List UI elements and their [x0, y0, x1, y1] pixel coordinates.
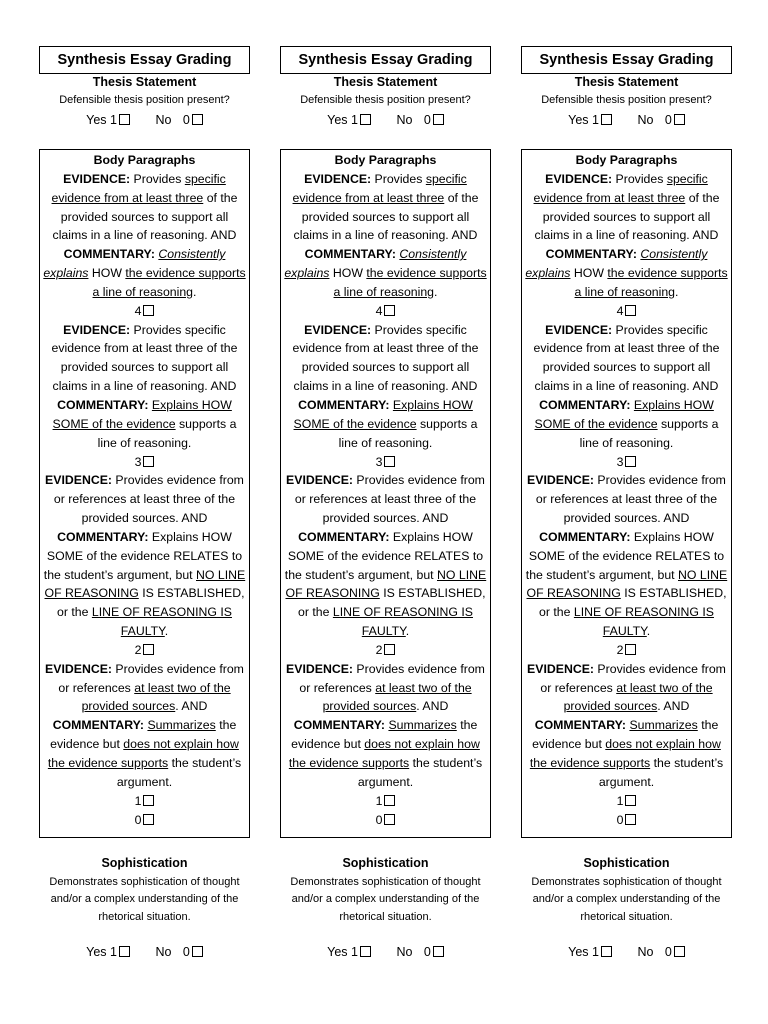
soph-yes-value: 1 — [351, 945, 358, 959]
score3-evidence: EVIDENCE: Provides specific evidence from at least three of the provided sources to support all claims in a line of reasoning. AND — [51, 322, 238, 394]
thesis-no-checkbox[interactable] — [192, 114, 203, 125]
thesis-no-checkbox[interactable] — [674, 114, 685, 125]
score1-option: 1 — [525, 792, 728, 811]
score4-evidence: EVIDENCE: Provides specific evidence from at least three of the provided sources to support all claims in a line of reasoning. AND — [533, 171, 720, 243]
soph-no-label: No — [637, 945, 654, 959]
score1-evidence: EVIDENCE: Provides evidence from or references at least two of the provided sources. AND — [527, 661, 726, 714]
score4-commentary: COMMENTARY: Consistently explains HOW the evidence supports a line of reasoning. — [43, 247, 246, 299]
soph-no-checkbox[interactable] — [674, 946, 685, 957]
score4-commentary: COMMENTARY: Consistently explains HOW the evidence supports a line of reasoning. — [525, 247, 728, 299]
score2-commentary: COMMENTARY: Explains HOW SOME of the evidence RELATES to the student’s argument, but NO LINE OF REASONING IS ESTABLISHED, or the LINE OF REASONING IS FAULTY. — [284, 529, 487, 639]
soph-no-value: 0 — [423, 945, 431, 959]
score4-checkbox[interactable] — [625, 305, 636, 316]
score1-commentary: COMMENTARY: Summarizes the evidence but does not explain how the evidence supports the student’s argument. — [288, 718, 483, 789]
score0-option: 0 — [43, 811, 246, 830]
thesis-no-value: 0 — [182, 113, 190, 127]
soph-yes-label: Yes — [568, 945, 589, 959]
score3-commentary: COMMENTARY: Explains HOW SOME of the evidence supports a line of reasoning. — [293, 397, 478, 450]
soph-yes-checkbox[interactable] — [360, 946, 371, 957]
score3-checkbox[interactable] — [625, 456, 636, 467]
score4-checkbox[interactable] — [384, 305, 395, 316]
score2-commentary: COMMENTARY: Explains HOW SOME of the evidence RELATES to the student’s argument, but NO LINE OF REASONING IS ESTABLISHED, or the LINE OF REASONING IS FAULTY. — [43, 529, 246, 639]
card-title: Synthesis Essay Grading — [521, 46, 732, 74]
soph-yes-checkbox[interactable] — [601, 946, 612, 957]
score0-checkbox[interactable] — [143, 814, 154, 825]
soph-no-label: No — [155, 945, 172, 959]
card-title: Synthesis Essay Grading — [39, 46, 250, 74]
score2-option: 2 — [284, 641, 487, 660]
score4-commentary: COMMENTARY: Consistently explains HOW the evidence supports a line of reasoning. — [284, 247, 487, 299]
score1-evidence: EVIDENCE: Provides evidence from or references at least two of the provided sources. AND — [45, 661, 244, 714]
soph-no-value: 0 — [182, 945, 190, 959]
score0-checkbox[interactable] — [625, 814, 636, 825]
score2-option: 2 — [43, 641, 246, 660]
body-heading: Body Paragraphs — [334, 153, 437, 167]
soph-no-checkbox[interactable] — [192, 946, 203, 957]
score1-checkbox[interactable] — [143, 795, 154, 806]
sophistication-heading: Sophistication — [583, 856, 670, 870]
score3-evidence: EVIDENCE: Provides specific evidence from at least three of the provided sources to support all claims in a line of reasoning. AND — [292, 322, 479, 394]
score0-option: 0 — [525, 811, 728, 830]
thesis-heading: Thesis Statement — [92, 75, 197, 89]
score1-option: 1 — [284, 792, 487, 811]
sophistication-heading: Sophistication — [342, 856, 429, 870]
score3-commentary: COMMENTARY: Explains HOW SOME of the evidence supports a line of reasoning. — [52, 397, 237, 450]
score1-option: 1 — [43, 792, 246, 811]
score3-option: 3 — [43, 453, 246, 472]
body-paragraphs-box — [521, 149, 732, 838]
body-paragraphs-box — [39, 149, 250, 838]
thesis-yes-checkbox[interactable] — [360, 114, 371, 125]
soph-no-value: 0 — [664, 945, 672, 959]
score1-checkbox[interactable] — [625, 795, 636, 806]
body-paragraphs-box — [280, 149, 491, 838]
thesis-question: Defensible thesis position present? — [59, 94, 230, 106]
score1-evidence: EVIDENCE: Provides evidence from or references at least two of the provided sources. AND — [286, 661, 485, 714]
thesis-yes-label: Yes — [327, 113, 348, 127]
score2-checkbox[interactable] — [625, 644, 636, 655]
sophistication-options — [521, 943, 732, 961]
score4-option: 4 — [525, 302, 728, 321]
soph-no-label: No — [396, 945, 413, 959]
score1-checkbox[interactable] — [384, 795, 395, 806]
score0-option: 0 — [284, 811, 487, 830]
soph-yes-value: 1 — [592, 945, 599, 959]
thesis-options — [280, 111, 491, 129]
thesis-heading: Thesis Statement — [574, 75, 679, 89]
thesis-no-label: No — [396, 113, 413, 127]
score3-commentary: COMMENTARY: Explains HOW SOME of the evidence supports a line of reasoning. — [534, 397, 719, 450]
thesis-question: Defensible thesis position present? — [541, 94, 712, 106]
score1-commentary: COMMENTARY: Summarizes the evidence but does not explain how the evidence supports the student’s argument. — [47, 718, 242, 789]
thesis-yes-value: 1 — [110, 113, 117, 127]
score2-checkbox[interactable] — [384, 644, 395, 655]
thesis-yes-checkbox[interactable] — [119, 114, 130, 125]
thesis-no-value: 0 — [423, 113, 431, 127]
thesis-yes-value: 1 — [351, 113, 358, 127]
thesis-no-checkbox[interactable] — [433, 114, 444, 125]
sophistication-heading: Sophistication — [101, 856, 188, 870]
score2-evidence: EVIDENCE: Provides evidence from or references at least three of the provided sources. AND — [286, 473, 485, 526]
soph-yes-value: 1 — [110, 945, 117, 959]
soph-yes-label: Yes — [86, 945, 107, 959]
thesis-question: Defensible thesis position present? — [300, 94, 471, 106]
soph-yes-checkbox[interactable] — [119, 946, 130, 957]
body-heading: Body Paragraphs — [575, 153, 678, 167]
score2-evidence: EVIDENCE: Provides evidence from or references at least three of the provided sources. AND — [45, 473, 244, 526]
thesis-no-value: 0 — [664, 113, 672, 127]
score2-option: 2 — [525, 641, 728, 660]
sophistication-options — [39, 943, 250, 961]
score4-evidence: EVIDENCE: Provides specific evidence from at least three of the provided sources to support all claims in a line of reasoning. AND — [51, 171, 238, 243]
score3-evidence: EVIDENCE: Provides specific evidence from at least three of the provided sources to support all claims in a line of reasoning. AND — [533, 322, 720, 394]
sophistication-description: Demonstrates sophistication of thought and/or a complex understanding of the rhetorical situation. — [290, 876, 481, 923]
score2-commentary: COMMENTARY: Explains HOW SOME of the evidence RELATES to the student’s argument, but NO LINE OF REASONING IS ESTABLISHED, or the LINE OF REASONING IS FAULTY. — [525, 529, 728, 639]
card-title: Synthesis Essay Grading — [280, 46, 491, 74]
soph-no-checkbox[interactable] — [433, 946, 444, 957]
score4-option: 4 — [43, 302, 246, 321]
score3-checkbox[interactable] — [143, 456, 154, 467]
score3-option: 3 — [284, 453, 487, 472]
score3-option: 3 — [525, 453, 728, 472]
thesis-heading: Thesis Statement — [333, 75, 438, 89]
score2-evidence: EVIDENCE: Provides evidence from or references at least three of the provided sources. AND — [527, 473, 726, 526]
thesis-yes-label: Yes — [568, 113, 589, 127]
sophistication-description: Demonstrates sophistication of thought and/or a complex understanding of the rhetorical situation. — [531, 876, 722, 923]
thesis-no-label: No — [155, 113, 172, 127]
thesis-options — [521, 111, 732, 129]
score3-checkbox[interactable] — [384, 456, 395, 467]
thesis-options — [39, 111, 250, 129]
score4-checkbox[interactable] — [143, 305, 154, 316]
thesis-yes-checkbox[interactable] — [601, 114, 612, 125]
score2-checkbox[interactable] — [143, 644, 154, 655]
score1-commentary: COMMENTARY: Summarizes the evidence but does not explain how the evidence supports the student’s argument. — [529, 718, 724, 789]
sophistication-description: Demonstrates sophistication of thought and/or a complex understanding of the rhetorical situation. — [49, 876, 240, 923]
thesis-yes-label: Yes — [86, 113, 107, 127]
sophistication-options — [280, 943, 491, 961]
thesis-no-label: No — [637, 113, 654, 127]
soph-yes-label: Yes — [327, 945, 348, 959]
thesis-yes-value: 1 — [592, 113, 599, 127]
score0-checkbox[interactable] — [384, 814, 395, 825]
body-heading: Body Paragraphs — [93, 153, 196, 167]
score4-evidence: EVIDENCE: Provides specific evidence from at least three of the provided sources to support all claims in a line of reasoning. AND — [292, 171, 479, 243]
score4-option: 4 — [284, 302, 487, 321]
